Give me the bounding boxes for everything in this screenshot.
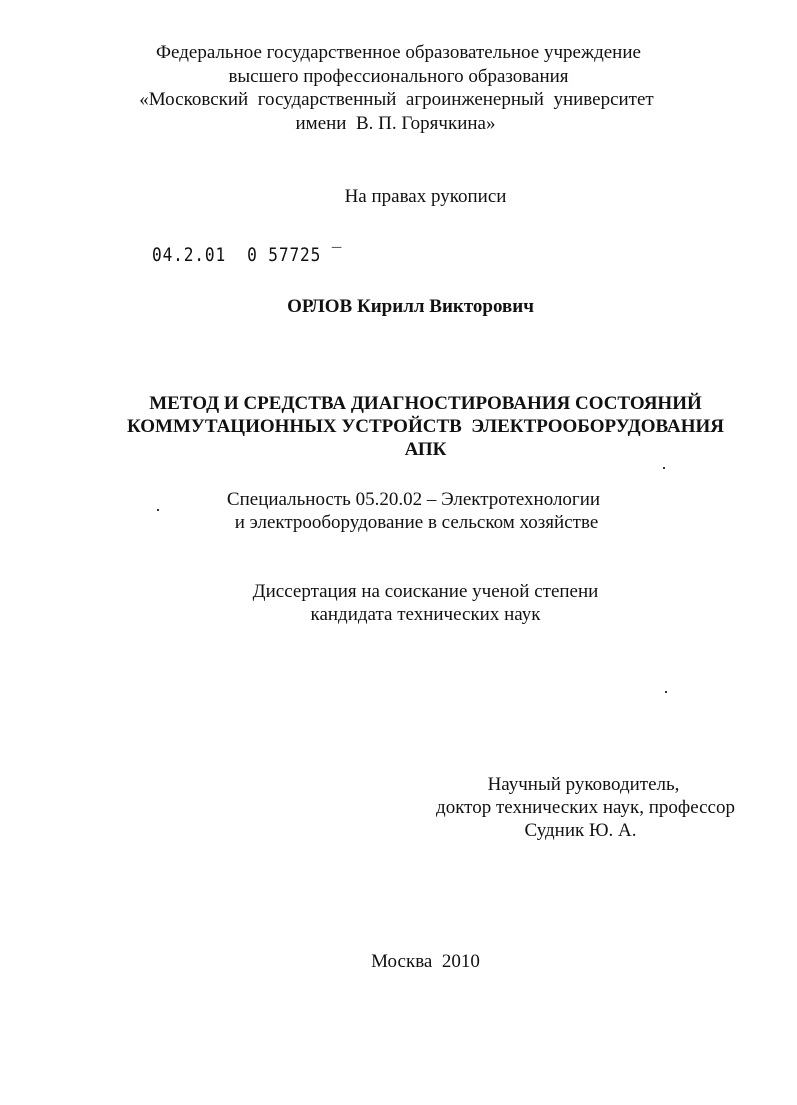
supervisor-line: Научный руководитель, bbox=[487, 774, 680, 795]
scan-speck bbox=[157, 509, 159, 511]
scan-speck bbox=[665, 691, 667, 693]
supervisor-line: доктор технических наук, профессор bbox=[436, 797, 735, 818]
city-year: Москва 2010 bbox=[371, 951, 480, 972]
supervisor-line: Судник Ю. А. bbox=[524, 820, 637, 841]
institution-line: имени В. П. Горячкина» bbox=[295, 113, 496, 134]
title-line: МЕТОД И СРЕДСТВА ДИАГНОСТИРОВАНИЯ СОСТОЯНИЙ bbox=[149, 393, 702, 414]
specialty-line: Специальность 05.20.02 – Электротехнологии bbox=[226, 489, 601, 510]
institution-line: «Московский государственный агроинженерный университет bbox=[139, 89, 654, 110]
degree-line: кандидата технических наук bbox=[310, 604, 541, 625]
title-line: АПК bbox=[404, 439, 447, 460]
title-line: КОММУТАЦИОННЫХ УСТРОЙСТВ ЭЛЕКТРООБОРУДОВАНИЯ bbox=[126, 416, 725, 437]
author-name: ОРЛОВ Кирилл Викторович bbox=[287, 296, 534, 317]
institution-line: высшего профессионального образования bbox=[228, 66, 569, 87]
manuscript-note: На правах рукописи bbox=[344, 186, 507, 207]
archive-stamp-number: 04.2.01 0 57725 ‾ bbox=[152, 244, 343, 266]
degree-line: Диссертация на соискание ученой степени bbox=[252, 581, 599, 602]
specialty-line: и электрооборудование в сельском хозяйстве bbox=[234, 512, 599, 533]
scan-speck bbox=[663, 467, 665, 469]
institution-line: Федеральное государственное образовательное учреждение bbox=[156, 42, 641, 63]
